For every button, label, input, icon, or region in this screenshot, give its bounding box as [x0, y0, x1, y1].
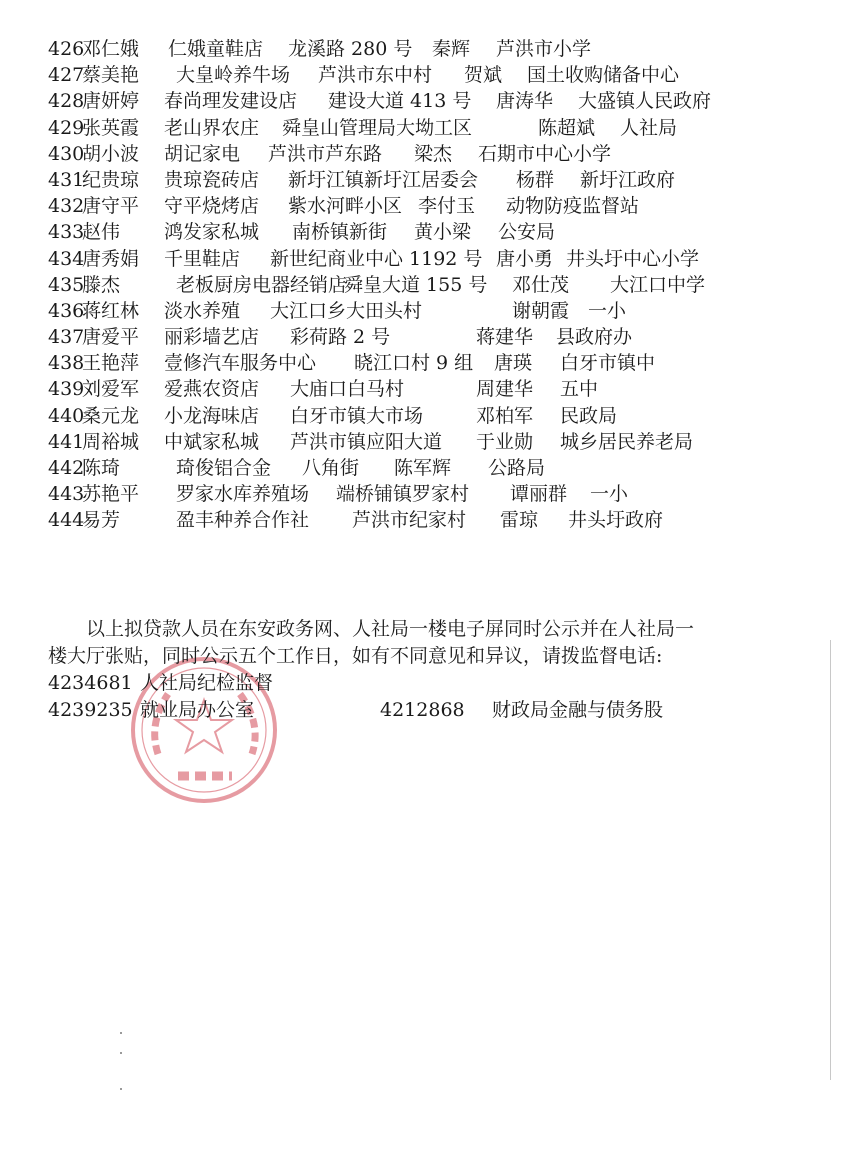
business-address: 芦洪市东中村: [318, 64, 433, 87]
guarantor-name: 于业勋: [476, 430, 534, 453]
list-item: [48, 481, 838, 507]
business-address: 芦洪市镇应阳大道: [290, 430, 443, 453]
guarantor-name: 贺斌: [464, 64, 503, 87]
list-item: [48, 403, 838, 429]
business-address: 建设大道 413 号: [328, 90, 472, 113]
row-number: 444: [48, 509, 85, 532]
business-name: 爱燕农资店: [164, 378, 260, 401]
business-name: 贵琼瓷砖店: [164, 168, 260, 191]
notice-line-2: 楼大厅张贴，同时公示五个工作日，如有不同意见和异议，请拨监督电话:: [48, 645, 663, 667]
business-address: 新圩江镇新圩江居委会: [288, 168, 479, 191]
business-address: 舜皇大道 155 号: [344, 273, 488, 296]
guarantor-name: 邓仕茂: [512, 273, 570, 296]
business-address: 新世纪商业中心 1192 号: [270, 247, 483, 270]
guarantor-unit: 县政府办: [556, 326, 633, 349]
list-item: [48, 193, 838, 219]
guarantor-unit: 大江口中学: [610, 273, 706, 296]
notice-block: [48, 616, 768, 724]
guarantor-unit: 人社局: [620, 116, 678, 139]
contact-phone: 4212868: [380, 699, 465, 721]
row-number: 426: [48, 38, 85, 60]
row-number: 442: [48, 457, 85, 479]
scan-speck: [120, 1088, 122, 1090]
business-name: 春尚理发建设店: [164, 90, 298, 113]
applicant-name: 王艳萍: [82, 352, 140, 375]
guarantor-name: 蒋建华: [476, 326, 534, 349]
row-number: 430: [48, 142, 85, 165]
business-name: 仁娥童鞋店: [168, 38, 264, 60]
row-number: 427: [48, 64, 85, 87]
applicant-name: 张英霞: [82, 116, 140, 139]
row-number: 432: [48, 195, 85, 218]
guarantor-unit: 石期市中心小学: [478, 142, 612, 165]
business-address: 芦洪市芦东路: [268, 142, 383, 165]
guarantor-name: 谢朝霞: [512, 299, 570, 322]
guarantor-name: 陈军辉: [394, 457, 452, 479]
business-name: 老板厨房电器经销店: [176, 273, 348, 296]
business-name: 罗家水库养殖场: [176, 483, 310, 506]
business-address: 紫水河畔小区: [288, 195, 403, 218]
applicant-name: 唐妍婷: [82, 90, 140, 113]
business-address: 八角街: [302, 457, 360, 479]
applicant-name: 唐守平: [82, 195, 140, 218]
list-item: [48, 62, 838, 88]
applicant-name: 蔡美艳: [82, 64, 140, 87]
guarantor-name: 梁杰: [414, 142, 453, 165]
list-item: [48, 455, 838, 481]
applicant-list: [48, 36, 838, 534]
list-item: [48, 88, 838, 114]
business-name: 盈丰种养合作社: [176, 509, 310, 532]
guarantor-unit: 动物防疫监督站: [506, 195, 640, 218]
business-address: 大庙口白马村: [290, 378, 405, 401]
scan-edge-line: [830, 640, 831, 1080]
guarantor-unit: 国土收购储备中心: [527, 64, 680, 87]
business-name: 壹修汽车服务中心: [164, 352, 317, 375]
business-address: 龙溪路 280 号: [288, 38, 413, 60]
business-name: 大皇岭养牛场: [176, 64, 291, 87]
list-item: [48, 246, 838, 272]
applicant-name: 邓仁娥: [82, 38, 140, 60]
list-item: [48, 429, 838, 455]
applicant-name: 陈琦: [82, 457, 121, 479]
row-number: 441: [48, 430, 85, 453]
row-number: 440: [48, 404, 85, 427]
guarantor-unit: 井头圩中心小学: [566, 247, 700, 270]
guarantor-unit: 民政局: [560, 404, 618, 427]
row-number: 428: [48, 90, 85, 113]
row-number: 433: [48, 221, 85, 244]
list-item: [48, 507, 838, 533]
business-name: 鸿发家私城: [164, 221, 260, 244]
guarantor-name: 邓柏军: [476, 404, 534, 427]
list-item: [48, 115, 838, 141]
business-address: 南桥镇新街: [292, 221, 388, 244]
contact-dept: 就业局办公室: [140, 699, 255, 721]
notice-line-1: 以上拟贷款人员在东安政务网、人社局一楼电子屏同时公示并在人社局一: [86, 618, 695, 640]
row-number: 439: [48, 378, 85, 401]
business-address: 舜皇山管理局大坳工区: [282, 116, 473, 139]
row-number: 438: [48, 352, 85, 375]
business-name: 丽彩墙艺店: [164, 326, 260, 349]
guarantor-name: 周建华: [476, 378, 534, 401]
list-item: [48, 298, 838, 324]
applicant-name: 苏艳平: [82, 483, 140, 506]
applicant-name: 赵伟: [82, 221, 121, 244]
business-address: 大江口乡大田头村: [270, 299, 423, 322]
contact-dept: 人社局纪检监督: [140, 672, 274, 694]
guarantor-unit: 白牙市镇中: [560, 352, 656, 375]
business-name: 琦俊铝合金: [176, 457, 272, 479]
guarantor-unit: 城乡居民养老局: [560, 430, 694, 453]
business-address: 端桥铺镇罗家村: [336, 483, 470, 506]
row-number: 436: [48, 299, 85, 322]
guarantor-name: 唐涛华: [496, 90, 554, 113]
guarantor-unit: 大盛镇人民政府: [578, 90, 712, 113]
list-item: [48, 324, 838, 350]
guarantor-name: 杨群: [516, 168, 555, 191]
business-name: 守平烧烤店: [164, 195, 260, 218]
list-item: [48, 350, 838, 376]
guarantor-unit: 一小: [590, 483, 629, 506]
guarantor-name: 雷琼: [500, 509, 539, 532]
list-item: [48, 141, 838, 167]
guarantor-unit: 芦洪市小学: [496, 38, 592, 60]
guarantor-unit: 五中: [560, 378, 599, 401]
list-item: [48, 167, 838, 193]
business-address: 白牙市镇大市场: [290, 404, 424, 427]
list-item: [48, 219, 838, 245]
row-number: 435: [48, 273, 85, 296]
business-name: 小龙海味店: [164, 404, 260, 427]
list-item: [48, 376, 838, 402]
guarantor-name: 唐瑛: [494, 352, 533, 375]
row-number: 431: [48, 168, 85, 191]
guarantor-name: 唐小勇: [496, 247, 554, 270]
applicant-name: 周裕城: [82, 430, 140, 453]
contact-dept: 财政局金融与债务股: [492, 699, 664, 721]
guarantor-name: 黄小梁: [414, 221, 472, 244]
row-number: 443: [48, 483, 85, 506]
guarantor-unit: 井头圩政府: [568, 509, 664, 532]
guarantor-name: 秦辉: [432, 38, 471, 60]
contact-phone: 4239235: [48, 699, 133, 721]
business-address: 芦洪市纪家村: [352, 509, 467, 532]
applicant-name: 唐秀娟: [82, 247, 140, 270]
business-name: 千里鞋店: [164, 247, 241, 270]
row-number: 437: [48, 326, 85, 349]
applicant-name: 胡小波: [82, 142, 140, 165]
guarantor-unit: 一小: [588, 299, 627, 322]
applicant-name: 桑元龙: [82, 404, 140, 427]
guarantor-unit: 公安局: [498, 221, 556, 244]
applicant-name: 刘爱军: [82, 378, 140, 401]
applicant-name: 蒋红林: [82, 299, 140, 322]
row-number: 434: [48, 247, 85, 270]
list-item: [48, 272, 838, 298]
guarantor-name: 李付玉: [418, 195, 476, 218]
business-name: 淡水养殖: [164, 299, 241, 322]
list-item: [48, 36, 838, 62]
business-name: 胡记家电: [164, 142, 241, 165]
contact-phone: 4234681: [48, 672, 133, 694]
applicant-name: 唐爱平: [82, 326, 140, 349]
contact-row-2: [48, 697, 768, 724]
guarantor-unit: 新圩江政府: [580, 168, 676, 191]
contact-row-1: [48, 670, 768, 697]
business-address: 晓江口村 9 组: [354, 352, 474, 375]
guarantor-name: 谭丽群: [510, 483, 568, 506]
applicant-name: 纪贵琼: [82, 168, 140, 191]
row-number: 429: [48, 116, 85, 139]
scan-speck: [120, 1032, 122, 1034]
business-address: 彩荷路 2 号: [290, 326, 391, 349]
business-name: 中斌家私城: [164, 430, 260, 453]
guarantor-name: 陈超斌: [538, 116, 596, 139]
applicant-name: 滕杰: [82, 273, 121, 296]
applicant-name: 易芳: [82, 509, 121, 532]
business-name: 老山界农庄: [164, 116, 260, 139]
scan-speck: [120, 1052, 122, 1054]
guarantor-unit: 公路局: [488, 457, 546, 479]
